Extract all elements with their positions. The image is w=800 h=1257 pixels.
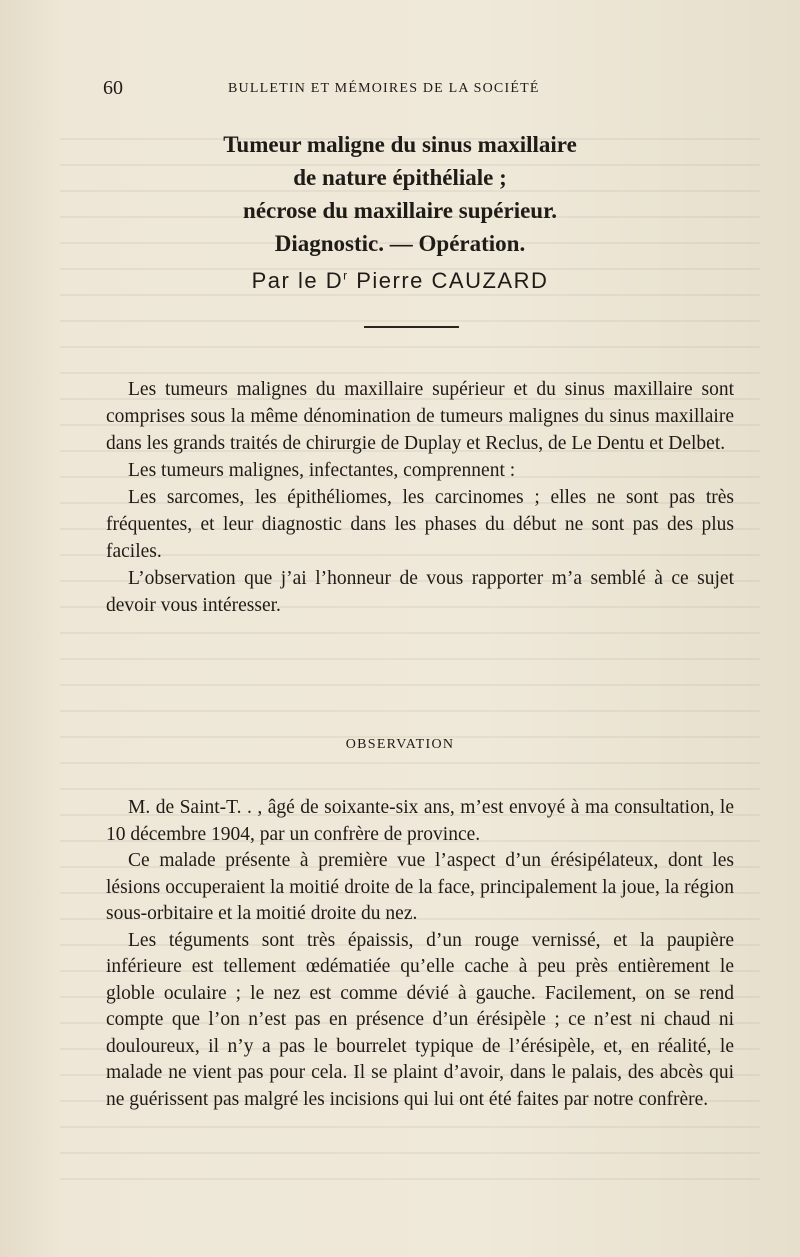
author-name: Pierre CAUZARD [356,268,549,293]
intro-section [106,376,734,619]
title-line: nécrose du maxillaire supérieur. [243,198,557,223]
byline-superscript: r [343,268,349,283]
paragraph: Les téguments sont très épaissis, d’un rouge vernissé, et la paupière inférieure est tellement œdématiée qu’elle cache à peu près entièrement le globle oculaire ; le nez est comme dévié à gauche. Facilement, on se rend compte que l’on n’est pas en présence d’un érésipèle ; ce n’est ni chaud ni douloureux, il n’y a pas le bourrelet typique de l’érésipèle, et, en réalité, le malade ne vient pas pour cela. Il se plaint d’avoir, dans le palais, des abcès qui ne guérissent pas malgré les incisions qui lui ont été faites par notre confrère. [106,929,734,1110]
paragraph: Les tumeurs malignes du maxillaire supérieur et du sinus maxillaire sont comprises sous la même dénomination de tumeurs malignes du sinus maxillaire dans les grands traités de chirurgie de Duplay et Reclus, de Le Dentu et Delbet. [106,379,734,454]
paragraph: L’observation que j’ai l’honneur de vous rapporter m’a semblé à ce sujet devoir vous intéresser. [106,568,734,616]
byline-prefix: Par le D [251,268,344,293]
section-heading: OBSERVATION [345,737,455,752]
paragraph: Les tumeurs malignes, infectantes, comprennent : [128,460,516,481]
running-head: BULLETIN ET MÉMOIRES DE LA SOCIÉTÉ [228,81,540,96]
article-title [0,128,800,260]
author-byline [0,268,800,294]
title-line: Tumeur maligne du sinus maxillaire [223,132,577,157]
title-line: Diagnostic. — Opération. [274,231,526,256]
title-divider [364,326,459,328]
paragraph: M. de Saint-T. . , âgé de soixante-six ans, m’est envoyé à ma consultation, le 10 décembre 1904, par un confrère de province. [106,797,734,845]
page-number: 60 [103,77,123,99]
paragraph: Ce malade présente à première vue l’aspect d’un érésipélateux, dont les lésions occuperaient la moitié droite de la face, principalement la joue, la région sous-orbitaire et la moitié droite du nez. [106,850,734,924]
observation-section [106,795,734,1113]
paragraph: Les sarcomes, les épithéliomes, les carcinomes ; elles ne sont pas très fréquentes, et leur diagnostic dans les phases du début ne sont pas des plus faciles. [106,487,734,562]
title-line: de nature épithéliale ; [293,165,507,190]
page-header [103,77,735,101]
